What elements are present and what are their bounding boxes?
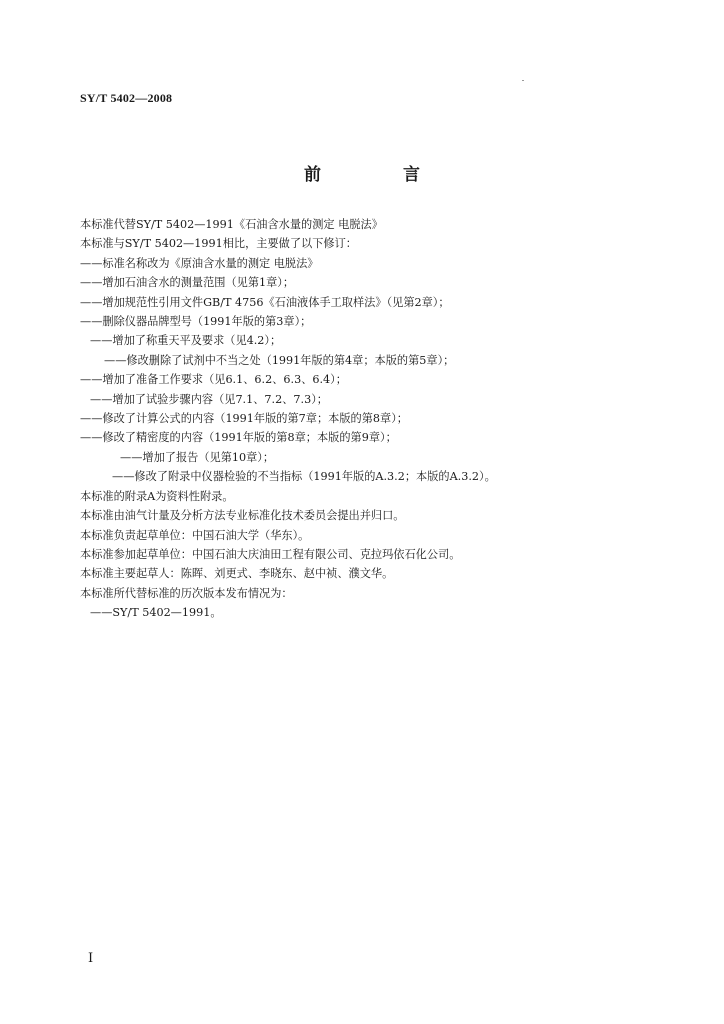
foreword-line: 本标准由油气计量及分析方法专业标准化技术委员会提出并归口。: [80, 509, 405, 523]
revision-item: ——标准名称改为《原油含水量的测定 电脱法》: [80, 256, 319, 270]
foreword-line: 本标准所代替标准的历次版本发布情况为：: [80, 586, 293, 600]
revision-item: ——增加规范性引用文件GB/T 4756《石油液体手工取样法》（见第2章）；: [80, 295, 450, 309]
page-title: 前 言: [304, 165, 458, 185]
revision-item: ——修改了精密度的内容（1991年版的第8章；本版的第9章）；: [80, 431, 397, 445]
foreword-line: 本标准的附录A为资料性附录。: [80, 489, 234, 503]
revision-item: ——增加了准备工作要求（见6.1、6.2、6.3、6.4）；: [80, 373, 347, 387]
revision-item: ——增加了称重天平及要求（见4.2）；: [90, 334, 282, 348]
revision-item: ——增加石油含水的测量范围（见第1章）；: [80, 276, 295, 290]
foreword-line: 本标准负责起草单位：中国石油大学（华东）。: [80, 528, 310, 542]
revision-item: ——SY/T 5402—1991。: [90, 606, 222, 620]
foreword-line: 本标准参加起草单位：中国石油大庆油田工程有限公司、克拉玛依石化公司。: [80, 547, 461, 561]
revision-item: ——增加了试验步骤内容（见7.1、7.2、7.3）；: [90, 392, 328, 406]
foreword-line: 本标准主要起草人：陈晖、刘更式、李晓东、赵中祯、濮文华。: [80, 567, 394, 581]
foreword-body: [80, 215, 560, 623]
revision-item: ——修改删除了试剂中不当之处（1991年版的第4章；本版的第5章）；: [104, 353, 455, 367]
foreword-line: 本标准与SY/T 5402—1991相比，主要做了以下修订：: [80, 237, 357, 251]
revision-item: ——删除仪器品牌型号（1991年版的第3章）；: [80, 315, 312, 329]
revision-item: ——增加了报告（见第10章）；: [120, 450, 275, 464]
revision-item: ——修改了计算公式的内容（1991年版的第7章；本版的第8章）；: [80, 412, 408, 426]
page-number: Ⅰ: [88, 950, 94, 965]
scan-speck: [522, 80, 524, 81]
foreword-line: 本标准代替SY/T 5402—1991《石油含水量的测定 电脱法》: [80, 218, 383, 231]
revision-item: ——修改了附录中仪器检验的不当指标（1991年版的A.3.2；本版的A.3.2）。: [112, 470, 496, 484]
standard-number: SY/T 5402—2008: [80, 91, 173, 105]
